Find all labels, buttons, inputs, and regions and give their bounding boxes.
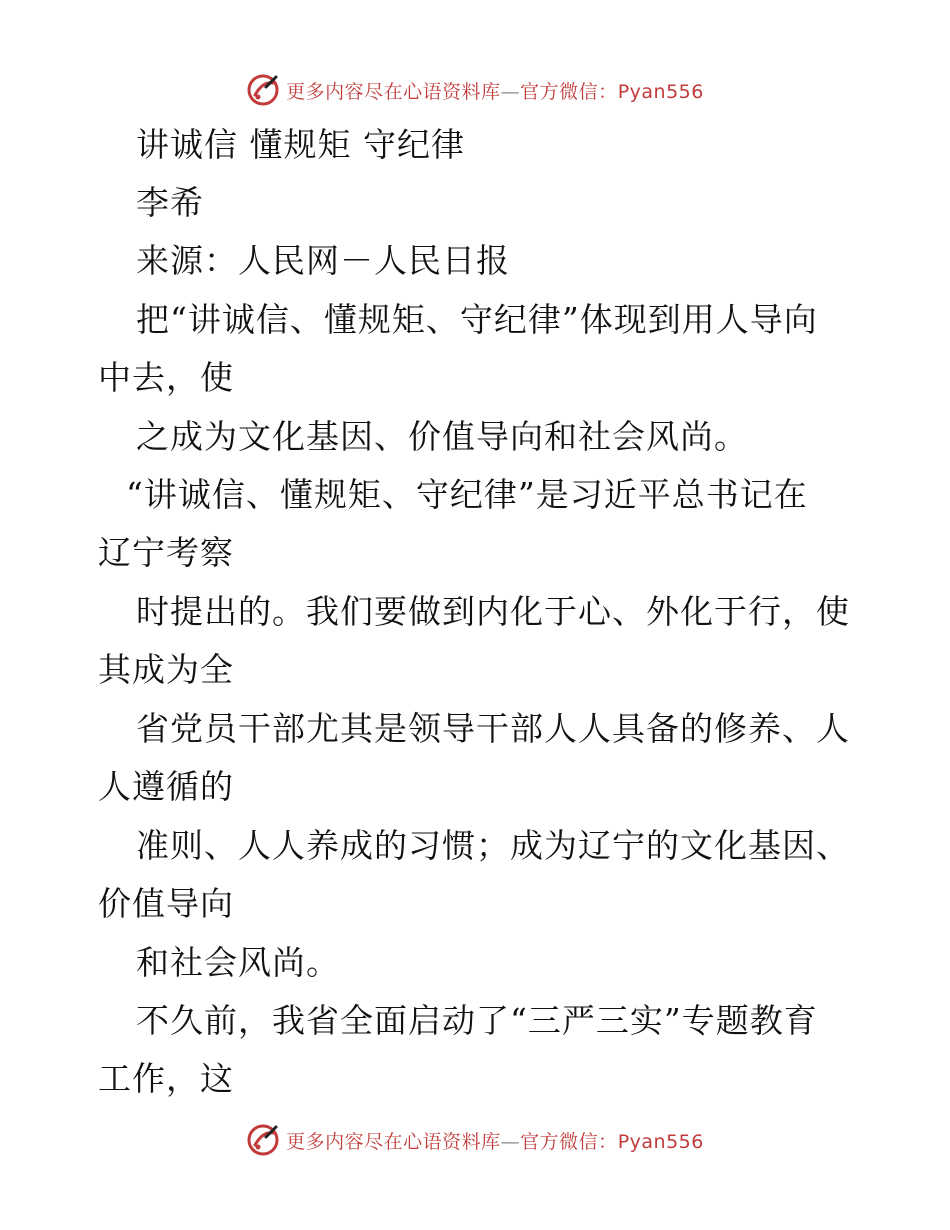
logo-icon	[246, 73, 280, 107]
paragraph-line: 人遵循的	[98, 767, 234, 806]
watermark-wechat-label: 官方微信：	[520, 1130, 618, 1153]
paragraph-line: 把“讲诚信、懂规矩、守纪律”体现到用人导向	[136, 300, 818, 339]
logo-icon	[246, 1123, 280, 1157]
header-watermark	[0, 70, 950, 110]
article-title: 讲诚信 懂规矩 守纪律	[136, 125, 465, 164]
paragraph-line: 不久前，我省全面启动了“三严三实”专题教育	[136, 1001, 818, 1040]
watermark-separator: —	[500, 80, 521, 103]
paragraph-line: 时提出的。我们要做到内化于心、外化于行，使	[136, 592, 850, 631]
paragraph-line: 辽宁考察	[98, 533, 234, 572]
paragraph-line: 准则、人人养成的习惯；成为辽宁的文化基因、	[136, 826, 850, 865]
watermark-text	[286, 1127, 704, 1154]
paragraph-line: 和社会风尚。	[136, 943, 340, 982]
watermark-main: 更多内容尽在心语资料库	[286, 80, 501, 103]
watermark-wechat-label: 官方微信：	[520, 80, 618, 103]
footer-watermark	[0, 1120, 950, 1160]
watermark-text	[286, 77, 704, 104]
article-author: 李希	[136, 183, 204, 222]
paragraph-line: 中去，使	[98, 358, 234, 397]
article-source: 来源：人民网－人民日报	[136, 241, 510, 280]
paragraph-line: “讲诚信、懂规矩、守纪律”是习近平总书记在	[126, 475, 808, 514]
watermark-main: 更多内容尽在心语资料库	[286, 1130, 501, 1153]
watermark-wechat-id: Pyan556	[617, 1130, 704, 1153]
paragraph-line: 之成为文化基因、价值导向和社会风尚。	[136, 417, 748, 456]
paragraph-line: 价值导向	[98, 884, 234, 923]
paragraph-line: 省党员干部尤其是领导干部人人具备的修养、人	[136, 709, 850, 748]
paragraph-line: 其成为全	[98, 650, 234, 689]
watermark-wechat-id: Pyan556	[617, 80, 704, 103]
paragraph-line: 工作，这	[98, 1059, 234, 1098]
watermark-separator: —	[500, 1130, 521, 1153]
